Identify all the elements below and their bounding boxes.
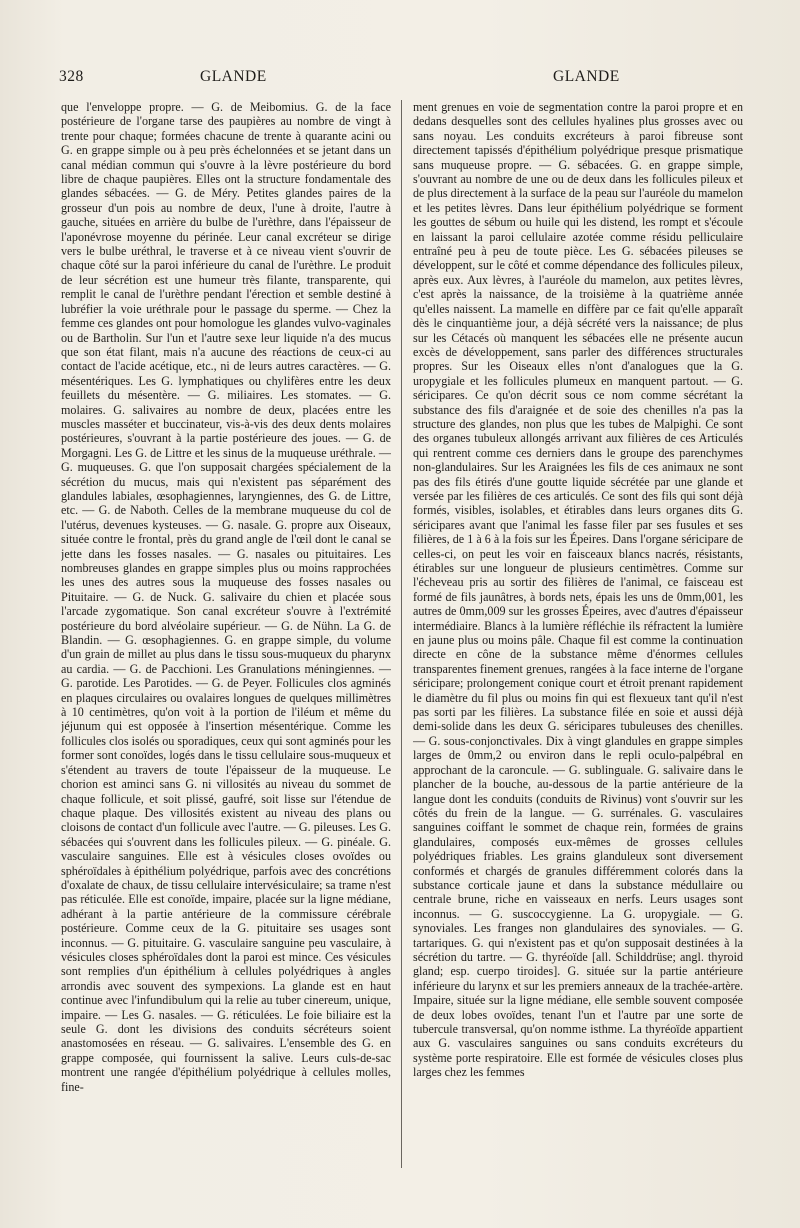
right-text-column [413, 100, 743, 1210]
left-running-title: GLANDE [200, 68, 267, 85]
running-head [0, 68, 800, 90]
page-number: 328 [59, 68, 84, 85]
left-text-column [61, 100, 391, 1210]
right-column-text: ment grenues en voie de segmentation contre la paroi propre et en dedans desquelles sont des cellules hyalines plus grosses avec ou sans noyau. Les conduits excréteurs à paroi fibreuse sont directement tapissés d'épithélium polyédrique presque prismatique sans muqueuse propre. — G. sébacées. G. en grappe simple, s'ouvrant au nombre de une ou de deux dans les follicules pileux et de plus directement à la surface de la peau sur l'auréole du mamelon et les petites lèvres. Dans leur épithélium polyédrique se forment les gouttes de sébum ou huile qui les distend, les rompt et s'écoule en laissant la paroi cellulaire azotée comme résidu pelliculaire entraîné peu à peu de toute pièce. Les G. sébacées pileuses se développent, sur le côté et comme dépendance des follicules pileux, après eux. Aux lèvres, à l'auréole du mamelon, aux petites lèvres, c'est après la naissance, de la troisième à la quatrième année qu'elles naissent. La mamelle en diffère par ce fait qu'elle apparaît dès le cinquantième jour, a déjà sécrété vers la naissance; de plus sur les Cétacés où manquent les sébacées elle ne présente aucun excès de développement, sans parler des différences structurales propres. Sur les Oiseaux elles n'ont d'analogues que la G. uropygiale et les follicules plumeux en manquent partout. — G. séricipares. Ce qu'on décrit sous ce nom comme sécrétant la substance des fils d'araignée et de soie des chenilles n'a pas la structure des glandes, non plus que les tubes de Malpighi. Ce sont des organes tubuleux allongés arrivant aux filières de ces Articulés qui rentrent comme ces derniers dans le groupe des parenchymes non-glandulaires. Sur les Araignées les fils de ces animaux ne sont pas des fils étirés d'une goutte liquide sécrétée par une glande et versée par les filières de ces articulés. Ce sont des fils qui sont déjà formés, visibles, isolables, et étirables dans leurs organes dits G. séricipares avant que l'animal les fasse filer par ses fusules et ses filières, de 1 à 6 à la fois sur les Épeires. Dans l'organe séricipare de celles-ci, on peut les voir en faisceaux blancs nacrés, résistants, étirables sur une longueur de plusieurs centimètres. Comme sur l'écheveau pris au sortir des filières de l'animal, ce faisceau est formé de fils jaunâtres, à bords nets, épais les uns de 0mm,001, les autres de 0mm,009 sur les grosses Épeires, avec d'autres d'épaisseur intermédiaire. Blancs à la lumière réfléchie ils réfractent la lumière en jaune plus ou moins pâle. Chaque fil est comme la continuation directe en cône de la substance même d'énormes cellules transparentes finement grenues, rangées à la face interne de l'organe séricipare; prolongement conique court et étroit prenant rapidement le diamètre du fil plus ou moins fin qui est flexueux tant qu'il n'est pas sorti par les filières. La substance filée en soie et aussi déjà demi-solide dans les deux G. séricipares tubuleuses des chenilles. — G. sous-conjonctivales. Dix à vingt glandules en grappe simples larges de 0mm,2 ou environ dans le repli oculo-palpébral en approchant de la caroncule. — G. sublinguale. G. salivaire dans le plancher de la bouche, au-dessous de la partie antérieure de la langue dont les conduits (conduits de Rivinus) vont s'ouvrir sur les côtés du frein de la langue. — G. surrénales. G. vasculaires sanguines coiffant le sommet de chaque rein, formées de grains glandulaires, composés eux-mêmes de grosses cellules polyédriques friables. Les grains glanduleux sont diversement conformés et chargés de granules différemment colorés dans la substance corticale jaune et dans la substance médullaire ou centrale brune, riche en vaisseaux en nerfs. Leurs usages sont inconnus. — G. suscoccygienne. La G. uropygiale. — G. synoviales. Les franges non glandulaires des synoviales. — G. tartariques. G. qui n'existent pas et qu'on supposait destinées à la sécrétion du tartre. — G. thyréoïde [all. Schilddrüse; angl. thyroid gland; esp. cuerpo tiroides]. G. située sur la partie antérieure inférieure du larynx et sur les premiers anneaux de la trachée-artère. Impaire, située sur la ligne médiane, elle semble souvent composée de deux lobes ovoïdes, tenant l'un et l'autre par une sorte de tubercule transversal, qu'on nomme isthme. La thyréoïde appartient aux G. vasculaires sanguines ou sans conduits excréteurs du système porte respiratoire. Elle est formée de vésicules closes plus larges chez les femmes [413, 100, 743, 1080]
column-divider [401, 100, 402, 1168]
right-running-title: GLANDE [553, 68, 620, 85]
left-column-text: que l'enveloppe propre. — G. de Meibomius. G. de la face postérieure de l'organe tarse des paupières au nombre de vingt à trente pour chaque; formées chacune de trente à quarante acini ou G. en grappe simple ou à peu près échelonnées et se jetant dans un canal médian commun qui s'ouvre à la lèvre postérieure du bord libre de chaque paupières. Elles ont la structure fondamentale des glandes sébacées. — G. de Méry. Petites glandes paires de la grosseur d'un pois au nombre de deux, l'une à droite, l'autre à gauche, situées en arrière du bulbe de l'urèthre, dans l'épaisseur de l'aponévrose moyenne du périnée. Leur canal excréteur se dirige vers le bulbe uréthral, le traverse et à ce niveau vient s'ouvrir de chaque côté sur la paroi inférieure du canal de l'urèthre. Le produit de leur sécrétion est une humeur très filante, transparente, qui remplit le canal de l'urèthre pendant l'érection et semble destiné à lubréfier la voie uréthrale pour le passage du sperme. — Chez la femme ces glandes ont pour homologue les glandes vulvo-vaginales ou de Bartholin. Sur l'un et l'autre sexe leur liquide n'a des mucus que son état filant, mais n'a aucune des réactions de ceux-ci au contact de l'acide acétique, etc., ni de leurs autres caractères. — G. mésentériques. Les G. lymphatiques ou chylifères entre les deux feuillets du mésentère. — G. miliaires. Les stomates. — G. molaires. G. salivaires au nombre de deux, placées entre les muscles masséter et buccinateur, vis-à-vis des deux dents molaires postérieures, s'ouvrant à la partie postérieure des joues. — G. de Morgagni. Les G. de Littre et les sinus de la muqueuse uréthrale. — G. muqueuses. G. que l'on supposait chargées spécialement de la sécrétion du mucus, mais qui n'existent pas séparément des glandules labiales, œsophagiennes, laryngiennes, des G. de Littre, etc. — G. de Naboth. Celles de la membrane muqueuse du col de l'utérus, devenues kysteuses. — G. nasale. G. propre aux Oiseaux, située contre le frontal, près du grand angle de l'œil dont le canal se jette dans les fosses nasales. — G. nasales ou pituitaires. Les nombreuses glandes en grappe simples plus ou moins rapprochées les unes des autres sous la muqueuse des fosses nasales ou Pituitaire. — G. de Nuck. G. salivaire du chien et placée sous l'arcade zygomatique. Son canal excréteur s'ouvre à l'extrémité postérieure du bord alvéolaire supérieur. — G. de Nühn. La G. de Blandin. — G. œsophagiennes. G. en grappe simple, du volume d'un grain de millet au plus dans le tissu sous-muqueux du pharynx au cardia. — G. de Pacchioni. Les Granulations méningiennes. — G. parotide. Les Parotides. — G. de Peyer. Follicules clos agminés en plaques circulaires ou ovalaires longues de quelques millimètres à 10 centimètres, qu'on voit à la portion de l'iléum et même du jéjunum qui est opposée à l'insertion mésentérique. Comme les follicules clos isolés ou sporadiques, ceux qui sont agminés pour les former sont conoïdes, logés dans le tissu cellulaire sous-muqueux et s'étendent au travers de toute l'épaisseur de la muqueuse. Le chorion est aminci sans G. ni villosités au niveau du sommet de chaque follicule, et soit plissé, gaufré, soit lisse sur l'étendue de chaque plaque. Des villosités existent au niveau des plans ou cloisons de contact d'un follicule avec l'autre. — G. pileuses. Les G. sébacées qui s'ouvrent dans les follicules pileux. — G. pinéale. G. vasculaire sanguines. Elle est à vésicules closes ovoïdes ou sphéroïdales à épithélium polyédrique, parfois avec des concrétions d'oxalate de chaux, de tissu cellulaire intervésiculaire; sa trame n'est pas réticulée. Elle est conoïde, impaire, placée sur la ligne médiane, adhérant à la partie antérieure de la commissure cérébrale postérieure. Comme ceux de la G. pituitaire ses usages sont inconnus. — G. pituitaire. G. vasculaire sanguine peu vasculaire, à vésicules closes sphéroïdales dont la paroi est mince. Ces vésicules sont remplies d'un épithélium à cellules polyédriques à angles arrondis avec souvent des sympexions. La glande est en haut continue avec l'infundibulum qui la relie au tuber cinereum, unique, impaire. — Les G. nasales. — G. réticulées. Le foie biliaire est la seule G. dont les divisions des conduits sécréteurs soient anastomosées en réseau. — G. salivaires. L'ensemble des G. en grappe composée, qui fournissent la salive. Leurs culs-de-sac montrent une rangée d'épithélium polyédrique à cellules molles, fine- [61, 100, 391, 1094]
